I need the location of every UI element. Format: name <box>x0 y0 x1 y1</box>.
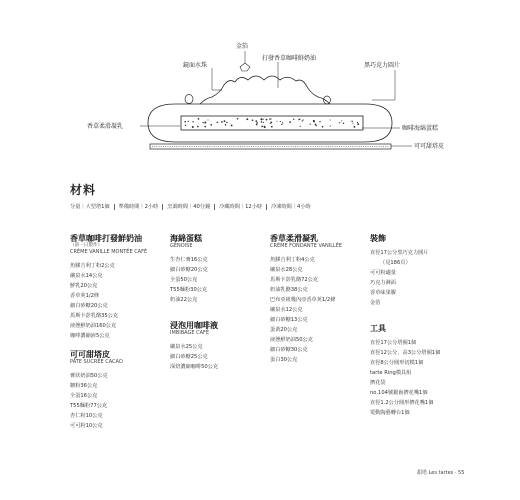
sponge-speckle <box>293 119 294 120</box>
tool: 直徑17公分塔圈1個 <box>370 340 417 346</box>
sponge-speckle <box>255 120 257 122</box>
ingredient: 可可粉10公克 <box>70 423 103 429</box>
gold-leaf-icon <box>240 63 250 71</box>
sponge-speckle <box>339 122 340 123</box>
section-title: 材料 <box>70 183 97 197</box>
ingredient: 金箔 <box>370 300 381 306</box>
meta-prep-time: 準備時間｜2小時 <box>118 204 159 210</box>
ingredient: （見186頁） <box>380 260 411 266</box>
tool: tarte Ring模具組 <box>370 370 412 376</box>
sponge-speckle <box>204 126 206 128</box>
tool: 電動陶藝轉台1個 <box>370 410 410 416</box>
label-tart-shell: 可可甜塔皮 <box>414 143 445 150</box>
ingredient: 杏仁粉10公克 <box>70 413 103 419</box>
tool: no.104號鋸齒擠花嘴1個 <box>370 390 428 396</box>
ingredient: 細白砂糖25公克 <box>170 354 208 360</box>
column-decoration-tools <box>370 233 470 418</box>
sponge-speckle <box>263 122 264 123</box>
water-drop <box>185 95 193 104</box>
sponge-speckle <box>269 118 270 119</box>
sponge-speckle <box>246 118 248 120</box>
page-footer: 甜塔 Les tartes · 55 <box>417 470 465 476</box>
ingredient: T55麵粉77公克 <box>70 403 108 409</box>
sponge-speckle <box>276 121 277 122</box>
tool: 直徑8公分圓形切模1個 <box>370 360 424 366</box>
sponge-speckle <box>357 122 358 123</box>
ingredient: 液態鮮奶油50公克 <box>270 337 313 343</box>
sponge-speckle <box>221 121 223 123</box>
label-sponge: 咖啡海綿蛋糕 <box>402 125 439 132</box>
sponge-speckle <box>210 124 212 126</box>
sponge-speckle <box>184 121 186 123</box>
sponge-speckle <box>217 122 219 124</box>
recipe-title-en: CRÈME VANILLE MONTÉE CAFÉ <box>70 249 148 255</box>
tart-cross-section-diagram <box>0 0 520 160</box>
sponge-speckle <box>322 126 324 128</box>
ingredient: 深焙濃縮咖啡50公克 <box>170 364 219 370</box>
column-genoise <box>170 233 260 372</box>
ingredient: 可可粉適量 <box>370 270 396 276</box>
sponge-speckle <box>192 121 193 122</box>
sponge-speckle <box>252 119 254 121</box>
recipe-title: 海綿蛋糕 <box>170 233 202 243</box>
recipe-title: 裝飾 <box>370 233 386 243</box>
ingredient: 馬斯卡彭乳酪35公克 <box>70 313 119 319</box>
sponge-speckle <box>202 122 203 123</box>
sponge-speckle <box>330 119 331 120</box>
label-whipped-cream: 打發香草咖啡鮮奶油 <box>262 55 317 62</box>
sponge-speckle <box>298 119 299 120</box>
ingredient: 礦泉水28公克 <box>270 267 303 273</box>
ingredient: 巧克力淋面 <box>370 280 396 286</box>
sponge-speckle <box>319 121 320 122</box>
recipe-title: 可可甜塔皮 <box>70 349 110 359</box>
label-vanilla-cream: 香草柔滑凝乳 <box>87 123 124 130</box>
sponge-speckle <box>270 121 272 123</box>
ingredient: 細白砂糖30公克 <box>270 347 308 353</box>
tool: 直徑1.2公分圓形擠花嘴1個 <box>370 400 434 406</box>
sponge-speckle <box>197 126 198 127</box>
sponge-speckle <box>208 120 209 121</box>
tool: 擠花袋 <box>370 380 386 386</box>
sponge-speckle <box>185 125 186 126</box>
meta-chill-time: 冷藏時間｜12小時 <box>219 204 263 210</box>
sponge-speckle <box>231 124 233 126</box>
sponge-speckle <box>353 126 355 128</box>
coffee-sponge-layer <box>181 116 363 130</box>
ingredient: 香草味果膠 <box>370 290 396 296</box>
sponge-speckle <box>330 126 331 127</box>
sponge-speckle <box>188 121 189 122</box>
ingredient: 蛋黃20公克 <box>270 327 298 333</box>
recipe-title: 浸泡用咖啡液 <box>170 320 218 330</box>
sponge-speckle <box>256 124 258 126</box>
ingredient: 咖啡濃縮液5公克 <box>70 333 110 339</box>
column-whipped-cream <box>70 233 170 431</box>
sponge-speckle <box>261 118 263 120</box>
recipe-title-en: GÉNOISE <box>170 243 193 249</box>
sponge-speckle <box>289 121 291 123</box>
sponge-speckle <box>280 121 281 122</box>
sponge-speckle <box>204 122 206 124</box>
sponge-speckle <box>224 120 226 122</box>
sponge-speckle <box>198 119 199 120</box>
meta-cook-time: 烹調時間｜40分鐘 <box>167 204 211 210</box>
ingredient: 全蛋16公克 <box>70 393 98 399</box>
ingredient: 直徑17公分黑巧克力圓片 <box>370 250 429 256</box>
ingredient: 蛋白30公克 <box>270 357 298 363</box>
recipe-title: 香草咖啡打發鮮奶油 <box>70 233 142 243</box>
label-gold-leaf: 金箔 <box>236 43 249 50</box>
recipe-title-en: IMBIBAGE CAFÉ <box>170 330 210 336</box>
sponge-speckle <box>266 119 268 121</box>
ingredient: T55麵粉30公克 <box>170 287 208 293</box>
meta-freeze-time: 冷凍時間｜4小時 <box>271 204 311 210</box>
ingredient: 礦泉水12公克 <box>270 307 303 313</box>
sponge-speckle <box>315 125 317 127</box>
sponge-speckle <box>256 122 258 124</box>
sponge-speckle <box>192 126 194 128</box>
ingredient: 礦泉水25公克 <box>170 344 203 350</box>
ingredient: 細白砂糖13公克 <box>270 317 308 323</box>
sponge-speckle <box>351 121 352 122</box>
sponge-speckle <box>261 121 263 123</box>
sponge-speckle <box>310 124 311 125</box>
sponge-speckle <box>358 124 359 125</box>
sponge-speckle <box>352 123 353 124</box>
meta-yield: 分量｜大型塔1個 <box>70 204 110 210</box>
ingredient: 香草莢1/2條 <box>70 293 100 299</box>
sponge-speckle <box>264 126 266 128</box>
ingredient: 細白砂糖20公克 <box>170 267 208 273</box>
sponge-speckle <box>282 122 283 123</box>
sponge-speckle <box>225 125 226 126</box>
vanilla-cream-layer <box>148 104 392 142</box>
ingredient: 膏狀奶油50公克 <box>70 373 108 379</box>
sponge-speckle <box>303 119 304 120</box>
ingredient: 巴布亞紐幾內亞香草莢1/2條 <box>270 297 336 303</box>
ingredient: 礦泉水14公克 <box>70 273 103 279</box>
column-vanilla-cream <box>270 233 370 365</box>
ingredient: 奶油乳酪38公克 <box>270 287 308 293</box>
ingredient: 全蛋50公克 <box>170 277 198 283</box>
sponge-speckle <box>313 121 315 123</box>
ingredient: 魚膠吉利丁粉2公克 <box>70 263 115 269</box>
ingredient: 鮮乳20公克 <box>70 283 98 289</box>
ingredient: 馬斯卡彭乳酪72公克 <box>270 277 319 283</box>
sponge-speckle <box>270 123 271 124</box>
label-water-drop: 鏡面水珠 <box>183 62 208 69</box>
tool: 直徑12公分、高3公分塔圈1個 <box>370 350 441 356</box>
sponge-speckle <box>341 120 342 121</box>
recipe-title: 香草柔滑凝乳 <box>270 233 318 243</box>
ingredient: 液態鮮奶油160公克 <box>70 323 117 329</box>
sponge-speckle <box>281 124 282 125</box>
ingredient: 魚膠吉利丁粉4公克 <box>270 257 315 263</box>
ingredient: 糖粉36公克 <box>70 383 98 389</box>
recipe-note: （前一日製作） <box>70 243 103 248</box>
recipe-title-en: PÂTE SUCRÉE CACAO <box>70 359 123 365</box>
recipe-meta <box>70 203 311 210</box>
sponge-speckle <box>237 118 239 120</box>
sponge-speckle <box>271 126 273 128</box>
ingredient: 生杏仁膏16公克 <box>170 257 208 263</box>
ingredient: 細白砂糖20公克 <box>70 303 108 309</box>
sponge-speckle <box>261 126 263 128</box>
sponge-speckle <box>343 123 344 124</box>
sponge-speckle <box>302 120 303 121</box>
recipe-title: 工具 <box>370 323 386 333</box>
sponge-speckle <box>226 122 228 124</box>
recipe-title-en: CRÈME FONDANTE VANILLÉE <box>270 243 343 249</box>
sponge-speckle <box>300 126 301 127</box>
label-chocolate-piece: 黑巧克力圓片 <box>364 62 401 69</box>
sponge-speckle <box>263 119 264 120</box>
ingredient: 奶油22公克 <box>170 297 198 303</box>
